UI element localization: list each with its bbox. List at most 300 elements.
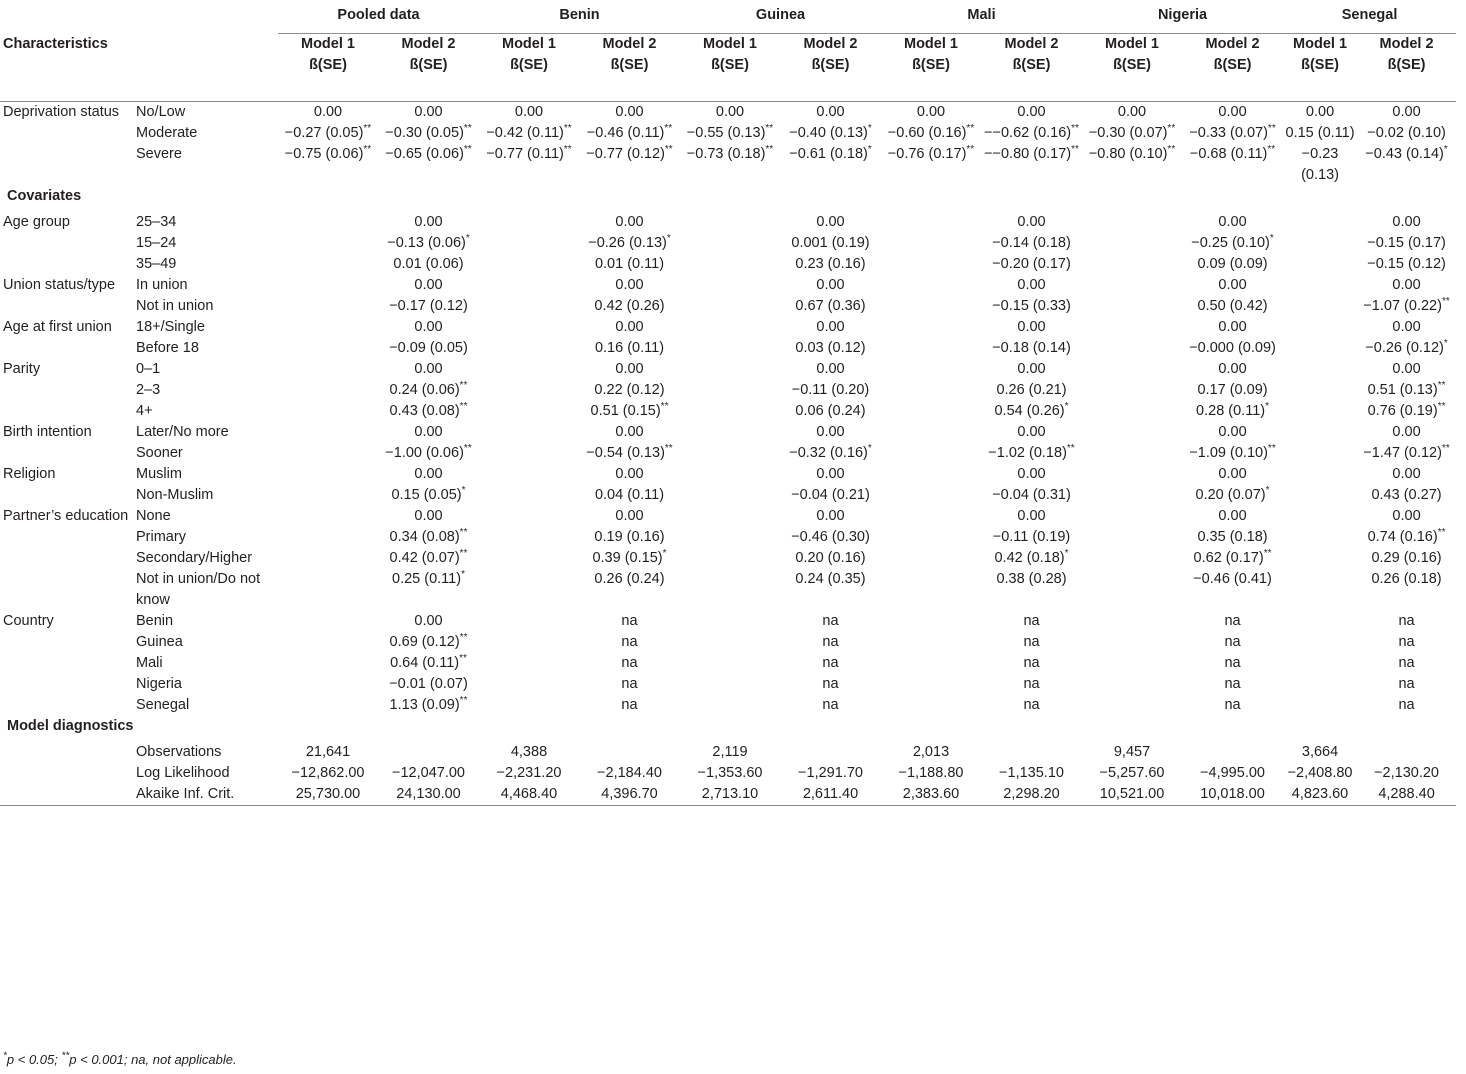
table-cell bbox=[278, 317, 378, 338]
row-category: 25–34 bbox=[136, 214, 177, 230]
row-label: Age at first union bbox=[3, 319, 112, 335]
table-cell: na bbox=[621, 634, 638, 650]
table-cell: 4,823.60 bbox=[1283, 784, 1357, 806]
table-cell: 0.00 bbox=[1117, 104, 1147, 120]
table-cell bbox=[1283, 422, 1357, 443]
table-cell: 0.00 bbox=[1218, 214, 1247, 230]
table-cell: −0.32 (0.16)* bbox=[789, 443, 872, 461]
table-cell: −1.47 (0.12)** bbox=[1363, 443, 1450, 461]
table-cell bbox=[479, 527, 579, 548]
beta-se-label: ß(SE) bbox=[1387, 57, 1426, 73]
table-cell bbox=[1082, 695, 1182, 716]
table-cell bbox=[1283, 674, 1357, 695]
table-cell bbox=[1283, 569, 1357, 611]
table-cell: 0.00 bbox=[615, 277, 644, 293]
table-cell: 0.00 bbox=[1218, 277, 1247, 293]
table-cell bbox=[1082, 506, 1182, 527]
table-cell: na bbox=[1398, 655, 1415, 671]
table-cell bbox=[1082, 296, 1182, 317]
row-category: Non-Muslim bbox=[136, 487, 214, 503]
table-cell: −1.00 (0.06)** bbox=[385, 443, 472, 461]
table-cell bbox=[278, 674, 378, 695]
table-cell: na bbox=[621, 697, 638, 713]
table-cell: 0.00 bbox=[816, 424, 845, 440]
row-label bbox=[0, 380, 133, 401]
table-cell bbox=[680, 254, 780, 275]
beta-se-label: ß(SE) bbox=[309, 57, 347, 73]
table-cell: −1,353.60 bbox=[697, 765, 763, 781]
table-row bbox=[0, 611, 1456, 632]
table-cell bbox=[479, 401, 579, 422]
table-cell: −0.000 (0.09) bbox=[1189, 340, 1276, 356]
table-cell bbox=[1082, 401, 1182, 422]
table-cell: 0.00 bbox=[816, 214, 845, 230]
model-2-header bbox=[579, 34, 680, 102]
table-cell: −1.09 (0.10)** bbox=[1189, 443, 1276, 461]
table-cell: 0.00 bbox=[615, 466, 644, 482]
model-header-row bbox=[0, 34, 1456, 102]
table-cell bbox=[479, 359, 579, 380]
table-cell: −0.01 (0.07) bbox=[389, 676, 468, 692]
table-cell bbox=[680, 548, 780, 569]
table-cell bbox=[680, 506, 780, 527]
row-category: Guinea bbox=[136, 634, 183, 650]
table-cell: 0.00 bbox=[615, 214, 644, 230]
table-cell bbox=[1283, 359, 1357, 380]
table-cell bbox=[1283, 695, 1357, 716]
row-category: Nigeria bbox=[136, 676, 182, 692]
table-cell bbox=[680, 527, 780, 548]
table-cell bbox=[278, 548, 378, 569]
table-cell bbox=[1283, 632, 1357, 653]
table-row bbox=[0, 742, 1456, 763]
table-cell: 0.00 bbox=[414, 466, 443, 482]
table-cell: na bbox=[822, 634, 839, 650]
table-cell bbox=[278, 653, 378, 674]
model-2-header bbox=[1357, 34, 1456, 102]
table-cell: −0.54 (0.13)** bbox=[586, 443, 673, 461]
row-label: Religion bbox=[3, 466, 56, 482]
table-cell: 0.39 (0.15)* bbox=[592, 548, 667, 566]
table-cell: na bbox=[1224, 613, 1241, 629]
table-cell bbox=[881, 317, 981, 338]
table-cell: 0.54 (0.26)* bbox=[994, 401, 1069, 419]
table-cell: −0.65 (0.06)** bbox=[385, 144, 472, 162]
table-cell bbox=[1082, 359, 1182, 380]
table-cell: 0.00 bbox=[414, 277, 443, 293]
table-cell bbox=[881, 296, 981, 317]
table-cell: na bbox=[1224, 697, 1241, 713]
table-cell: 0.43 (0.08)** bbox=[389, 401, 468, 419]
table-cell bbox=[881, 464, 981, 485]
table-row bbox=[0, 212, 1456, 233]
table-cell: 0.42 (0.07)** bbox=[389, 548, 468, 566]
footnote: *p < 0.05; **p < 0.001; na, not applicable. bbox=[3, 1050, 237, 1067]
table-cell: −0.60 (0.16)** bbox=[887, 123, 975, 141]
row-label bbox=[0, 632, 133, 653]
table-cell bbox=[479, 569, 579, 611]
row-category: Log Likelihood bbox=[136, 765, 230, 781]
table-cell: 0.35 (0.18) bbox=[1197, 529, 1268, 545]
table-cell bbox=[1082, 485, 1182, 506]
table-cell: 0.00 bbox=[615, 424, 644, 440]
table-row bbox=[0, 632, 1456, 653]
table-cell: −0.13 (0.06)* bbox=[387, 233, 470, 251]
table-cell bbox=[1283, 317, 1357, 338]
table-cell: −0.40 (0.13)* bbox=[789, 123, 872, 141]
table-cell bbox=[479, 212, 579, 233]
table-cell bbox=[1082, 422, 1182, 443]
table-cell: −0.25 (0.10)* bbox=[1191, 233, 1274, 251]
table-cell: 0.001 (0.19) bbox=[791, 235, 870, 251]
table-cell: −1,291.70 bbox=[798, 765, 863, 781]
table-cell: na bbox=[1398, 676, 1415, 692]
row-category: Primary bbox=[136, 529, 186, 545]
table-cell bbox=[680, 632, 780, 653]
table-cell: na bbox=[1398, 613, 1415, 629]
table-cell bbox=[1283, 401, 1357, 422]
row-label bbox=[0, 695, 133, 716]
table-cell: −0.55 (0.13)** bbox=[686, 123, 774, 141]
table-cell: −1.02 (0.18)** bbox=[988, 443, 1075, 461]
row-category: 2–3 bbox=[136, 382, 161, 398]
table-cell: 0.24 (0.06)** bbox=[389, 380, 468, 398]
table-cell bbox=[881, 338, 981, 359]
table-cell bbox=[680, 422, 780, 443]
row-label bbox=[0, 233, 133, 254]
table-cell: 0.38 (0.28) bbox=[996, 571, 1067, 587]
table-cell: 2,383.60 bbox=[881, 784, 981, 806]
row-label bbox=[0, 548, 133, 569]
table-cell: 0.76 (0.19)** bbox=[1367, 401, 1446, 419]
table-cell: 10,521.00 bbox=[1082, 784, 1182, 806]
model-1-header bbox=[881, 34, 981, 102]
table-cell: −−0.80 (0.17)** bbox=[984, 144, 1079, 162]
table-cell: −0.11 (0.19) bbox=[992, 529, 1071, 545]
table-cell: 0.00 bbox=[1017, 424, 1046, 440]
table-cell: na bbox=[1224, 634, 1241, 650]
table-row bbox=[0, 338, 1456, 359]
table-row bbox=[0, 569, 1456, 611]
table-cell bbox=[1082, 443, 1182, 464]
row-category: In union bbox=[136, 277, 188, 293]
table-cell bbox=[881, 548, 981, 569]
group-header-row bbox=[0, 5, 1456, 34]
table-cell: 0.00 bbox=[1017, 508, 1046, 524]
table-cell bbox=[278, 695, 378, 716]
model-label: Model 2 bbox=[803, 36, 858, 52]
table-cell: 0.00 bbox=[414, 508, 443, 524]
table-body bbox=[0, 102, 1456, 806]
table-cell: 0.03 (0.12) bbox=[795, 340, 866, 356]
table-cell: 0.00 bbox=[1017, 104, 1046, 120]
row-label: Country bbox=[3, 613, 54, 629]
table-cell bbox=[881, 275, 981, 296]
table-cell bbox=[479, 254, 579, 275]
group-header-guinea: Guinea bbox=[680, 5, 881, 34]
table-cell bbox=[780, 742, 881, 763]
row-category: No/Low bbox=[136, 104, 186, 120]
table-cell: 0.00 bbox=[414, 214, 443, 230]
table-cell bbox=[680, 653, 780, 674]
table-cell bbox=[479, 506, 579, 527]
table-cell bbox=[278, 401, 378, 422]
table-cell bbox=[278, 443, 378, 464]
row-category: Mali bbox=[136, 655, 163, 671]
table-cell bbox=[680, 569, 780, 611]
table-cell: 0.09 (0.09) bbox=[1197, 256, 1268, 272]
table-cell: −0.27 (0.05)** bbox=[284, 123, 372, 141]
table-cell: −0.77 (0.11)** bbox=[486, 144, 572, 162]
table-cell: na bbox=[822, 613, 839, 629]
table-cell bbox=[479, 674, 579, 695]
table-cell: −2,408.80 bbox=[1287, 765, 1353, 781]
table-cell: 0.50 (0.42) bbox=[1197, 298, 1268, 314]
table-cell: −0.30 (0.07)** bbox=[1088, 123, 1176, 141]
beta-se-label: ß(SE) bbox=[711, 57, 749, 73]
table-cell bbox=[1283, 653, 1357, 674]
table-cell: −0.20 (0.17) bbox=[992, 256, 1071, 272]
table-cell bbox=[278, 569, 378, 611]
table-cell bbox=[1283, 296, 1357, 317]
table-cell bbox=[881, 422, 981, 443]
table-cell: −0.46 (0.11)** bbox=[586, 123, 673, 141]
table-cell bbox=[1082, 464, 1182, 485]
group-header-benin: Benin bbox=[479, 5, 680, 34]
table-cell: 0.15 (0.11) bbox=[1285, 125, 1355, 141]
table-cell bbox=[278, 632, 378, 653]
table-cell bbox=[278, 359, 378, 380]
group-header-pooled: Pooled data bbox=[278, 5, 479, 34]
table-row bbox=[0, 464, 1456, 485]
table-cell bbox=[680, 212, 780, 233]
table-cell bbox=[680, 275, 780, 296]
table-cell bbox=[1283, 506, 1357, 527]
model-1-header bbox=[278, 34, 378, 102]
table-cell bbox=[479, 296, 579, 317]
table-cell: 0.62 (0.17)** bbox=[1193, 548, 1272, 566]
table-cell bbox=[881, 254, 981, 275]
table-cell: 0.00 bbox=[1218, 104, 1247, 120]
table-cell: −1,188.80 bbox=[898, 765, 964, 781]
table-cell: 0.00 bbox=[1392, 104, 1421, 120]
table-cell: 0.04 (0.11) bbox=[594, 487, 665, 503]
table-cell: −0.09 (0.05) bbox=[389, 340, 468, 356]
table-cell: na bbox=[1023, 655, 1040, 671]
table-cell bbox=[1357, 742, 1456, 763]
row-category: Severe bbox=[136, 146, 182, 162]
table-cell: na bbox=[1398, 634, 1415, 650]
table-cell: na bbox=[1224, 655, 1241, 671]
table-cell bbox=[579, 742, 680, 763]
table-cell bbox=[1283, 338, 1357, 359]
row-label: Birth intention bbox=[3, 424, 92, 440]
table-cell: na bbox=[1023, 697, 1040, 713]
row-label bbox=[0, 763, 133, 784]
table-cell: na bbox=[621, 613, 638, 629]
table-cell bbox=[881, 380, 981, 401]
table-cell: 25,730.00 bbox=[278, 784, 378, 806]
table-cell bbox=[278, 338, 378, 359]
table-cell: −0.18 (0.14) bbox=[992, 340, 1071, 356]
table-cell: 0.00 bbox=[414, 424, 443, 440]
table-cell: 0.20 (0.07)* bbox=[1195, 485, 1270, 503]
table-cell: −0.15 (0.33) bbox=[992, 298, 1071, 314]
table-cell: 0.51 (0.15)** bbox=[590, 401, 669, 419]
table-cell bbox=[1082, 275, 1182, 296]
table-cell: 0.01 (0.06) bbox=[393, 256, 464, 272]
model-label: Model 2 bbox=[1205, 36, 1260, 52]
table-cell: −2,184.40 bbox=[597, 765, 662, 781]
table-cell bbox=[1283, 212, 1357, 233]
table-cell: 24,130.00 bbox=[378, 784, 479, 806]
table-cell: −0.04 (0.31) bbox=[992, 487, 1071, 503]
row-category: Not in union bbox=[136, 298, 214, 314]
table-cell: 0.25 (0.11)* bbox=[392, 569, 465, 587]
row-label bbox=[0, 527, 133, 548]
table-cell: 0.00 bbox=[816, 466, 845, 482]
table-cell bbox=[278, 485, 378, 506]
table-cell: 0.43 (0.27) bbox=[1371, 487, 1442, 503]
table-cell: 0.00 bbox=[1218, 508, 1247, 524]
table-cell bbox=[881, 212, 981, 233]
section-row bbox=[0, 186, 1456, 212]
table-cell bbox=[278, 275, 378, 296]
table-cell bbox=[680, 401, 780, 422]
row-category: Muslim bbox=[136, 466, 182, 482]
table-cell: 0.00 bbox=[313, 104, 343, 120]
table-row bbox=[0, 674, 1456, 695]
table-cell: 0.01 (0.11) bbox=[594, 256, 665, 272]
table-cell: 4,388 bbox=[510, 744, 548, 760]
row-category: Before 18 bbox=[136, 340, 199, 356]
model-label: Model 1 bbox=[703, 36, 757, 52]
row-category: Benin bbox=[136, 613, 174, 629]
table-cell bbox=[881, 359, 981, 380]
regression-table bbox=[0, 5, 1456, 806]
table-cell bbox=[981, 742, 1082, 763]
table-cell bbox=[479, 338, 579, 359]
table-cell: 2,119 bbox=[712, 744, 748, 760]
table-cell bbox=[1283, 527, 1357, 548]
row-label bbox=[0, 569, 133, 611]
table-cell bbox=[1082, 632, 1182, 653]
table-cell bbox=[680, 464, 780, 485]
section-row bbox=[0, 716, 1456, 742]
row-category: Sooner bbox=[136, 445, 183, 461]
table-cell bbox=[680, 611, 780, 632]
table-cell: 0.00 bbox=[816, 361, 845, 377]
table-cell bbox=[881, 632, 981, 653]
row-category: 18+/Single bbox=[136, 319, 205, 335]
table-cell: −0.68 (0.11)** bbox=[1189, 144, 1276, 162]
model-1-header bbox=[1283, 34, 1357, 102]
beta-se-label: ß(SE) bbox=[811, 57, 850, 73]
table-row bbox=[0, 380, 1456, 401]
table-cell: 0.00 bbox=[1017, 277, 1046, 293]
table-cell: 0.67 (0.36) bbox=[795, 298, 866, 314]
table-cell bbox=[278, 506, 378, 527]
model-label: Model 1 bbox=[1293, 36, 1348, 52]
table-cell bbox=[881, 695, 981, 716]
table-cell bbox=[1082, 212, 1182, 233]
beta-se-label: ß(SE) bbox=[1012, 57, 1051, 73]
table-cell: 0.28 (0.11)* bbox=[1196, 401, 1269, 419]
table-cell bbox=[881, 527, 981, 548]
table-cell: 4,288.40 bbox=[1357, 784, 1456, 806]
table-cell bbox=[881, 443, 981, 464]
row-label: Parity bbox=[3, 361, 41, 377]
table-cell bbox=[680, 296, 780, 317]
row-label: Partner’s education bbox=[3, 508, 129, 524]
table-cell bbox=[1082, 380, 1182, 401]
row-label bbox=[0, 653, 133, 674]
beta-se-label: ß(SE) bbox=[1301, 57, 1339, 73]
table-cell: 0.00 bbox=[816, 277, 845, 293]
table-cell bbox=[479, 380, 579, 401]
table-cell: 0.00 bbox=[1392, 466, 1421, 482]
table-cell bbox=[278, 254, 378, 275]
table-cell bbox=[1082, 338, 1182, 359]
table-cell bbox=[479, 443, 579, 464]
table-cell bbox=[378, 742, 479, 763]
row-label bbox=[0, 674, 133, 695]
table-cell bbox=[1082, 254, 1182, 275]
model-1-header bbox=[479, 34, 579, 102]
table-row bbox=[0, 401, 1456, 422]
table-cell bbox=[881, 569, 981, 611]
table-cell: 0.00 bbox=[1392, 508, 1421, 524]
table-cell: na bbox=[822, 655, 839, 671]
table-cell bbox=[1182, 742, 1283, 763]
table-cell: 0.51 (0.13)** bbox=[1367, 380, 1446, 398]
table-cell: 0.64 (0.11)** bbox=[390, 653, 467, 671]
model-label: Model 1 bbox=[1105, 36, 1159, 52]
table-cell bbox=[1283, 548, 1357, 569]
table-cell: −0.42 (0.11)** bbox=[486, 123, 572, 141]
table-cell: 0.34 (0.08)** bbox=[389, 527, 468, 545]
table-row bbox=[0, 359, 1456, 380]
model-label: Model 1 bbox=[301, 36, 355, 52]
table-cell: 0.00 bbox=[615, 319, 644, 335]
table-cell bbox=[479, 695, 579, 716]
table-cell: −0.77 (0.12)** bbox=[586, 144, 673, 162]
model-label: Model 2 bbox=[602, 36, 657, 52]
table-cell bbox=[680, 338, 780, 359]
row-label bbox=[0, 254, 133, 275]
table-cell: −0.23 (0.13) bbox=[1301, 146, 1339, 183]
table-cell: 0.15 (0.05)* bbox=[391, 485, 466, 503]
table-cell: na bbox=[822, 676, 839, 692]
table-row bbox=[0, 443, 1456, 464]
row-label bbox=[0, 401, 133, 422]
group-header-nigeria: Nigeria bbox=[1082, 5, 1283, 34]
table-cell: 9,457 bbox=[1113, 744, 1151, 760]
table-cell: 0.00 bbox=[514, 104, 544, 120]
row-label bbox=[0, 443, 133, 464]
table-cell: −0.46 (0.30) bbox=[791, 529, 870, 545]
table-cell bbox=[479, 275, 579, 296]
table-cell bbox=[1283, 254, 1357, 275]
table-cell bbox=[479, 485, 579, 506]
beta-se-label: ß(SE) bbox=[409, 57, 448, 73]
table-row bbox=[0, 317, 1456, 338]
table-cell: 0.00 bbox=[1218, 319, 1247, 335]
table-cell: 0.00 bbox=[414, 104, 443, 120]
row-category: 0–1 bbox=[136, 361, 161, 377]
table-cell: −5,257.60 bbox=[1099, 765, 1165, 781]
table-cell: 0.23 (0.16) bbox=[795, 256, 866, 272]
